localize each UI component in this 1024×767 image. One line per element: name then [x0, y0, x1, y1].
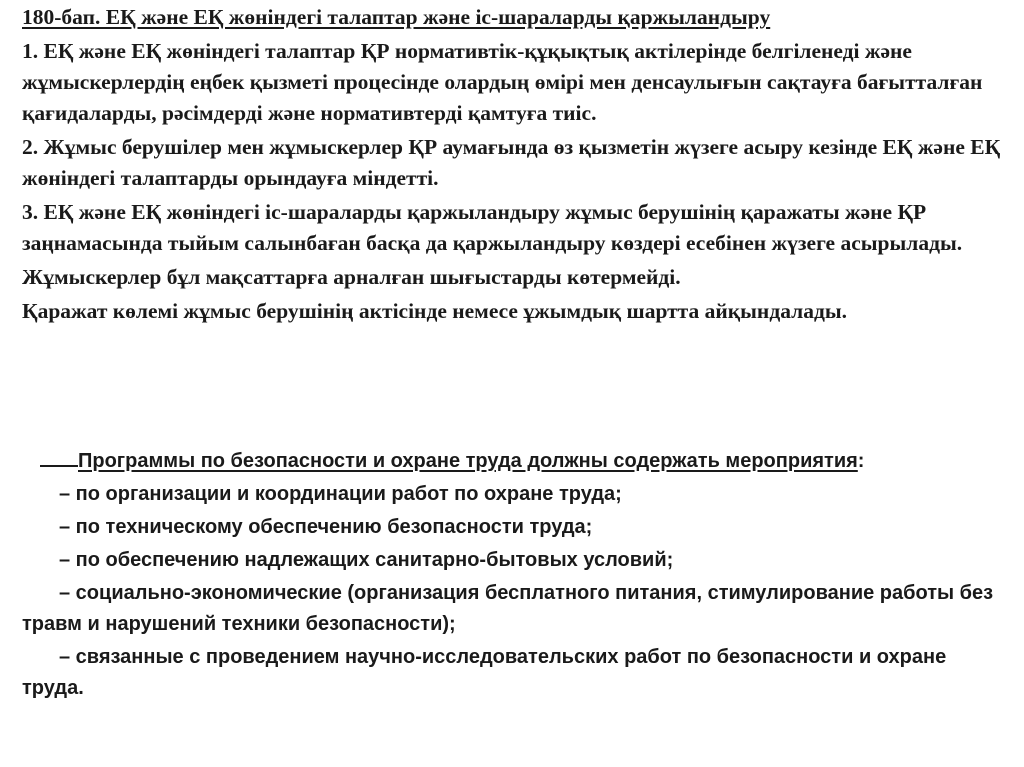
- programs-heading-colon: :: [857, 450, 865, 472]
- russian-section: [22, 445, 1012, 706]
- programs-heading-text: Программы по безопасности и охране труда должны содержать мероприятия: [78, 450, 858, 472]
- paragraph-5: Қаражат көлемі жұмыс берушінің актісінде немесе ұжымдық шартта айқындалады.: [22, 299, 847, 323]
- paragraph-3: 3. ЕҚ және ЕҚ жөніндегі іс-шараларды қаржыландыру жұмыс берушінің қаражаты және ҚР заңнамасында тыйым салынбаған басқа да қаржыландыру көздері есебінен жүзеге асырылады.: [22, 200, 963, 255]
- list-item: – по организации и координации работ по охране труда;: [59, 483, 622, 505]
- paragraph-2: 2. Жұмыс берушілер мен жұмыскерлер ҚР аумағында өз қызметін жүзеге асыру кезінде ЕҚ және ЕҚ жөніндегі талаптарды орындауға міндетті.: [22, 135, 1001, 190]
- paragraph-4: Жұмыскерлер бұл мақсаттарға арналған шығыстарды көтермейді.: [22, 265, 681, 289]
- list-item: – связанные с проведением научно-исследовательских работ по безопасности и охране труда.: [22, 646, 947, 699]
- list-item: – по техническому обеспечению безопасности труда;: [59, 516, 593, 538]
- programs-heading: [22, 445, 1012, 477]
- list-item: – социально-экономические (организация бесплатного питания, стимулирование работы без травм и нарушений техники безопасности);: [22, 582, 994, 635]
- article-title: 180-бап. ЕҚ және ЕҚ жөніндегі талаптар және іс-шараларды қаржыландыру: [22, 5, 771, 29]
- heading-underline-lead: [40, 445, 78, 467]
- kazakh-section: [22, 2, 1012, 330]
- list-item: – по обеспечению надлежащих санитарно-бытовых условий;: [59, 549, 674, 571]
- paragraph-1: 1. ЕҚ және ЕҚ жөніндегі талаптар ҚР нормативтік-құқықтық актілерінде белгіленеді және жұмыскерлердің еңбек қызметі процесінде олардың өмірі мен денсаулығын сақтауға бағытталған қағидаларды, рәсімдерді және нормативтерді қамтуға тиіс.: [22, 39, 983, 125]
